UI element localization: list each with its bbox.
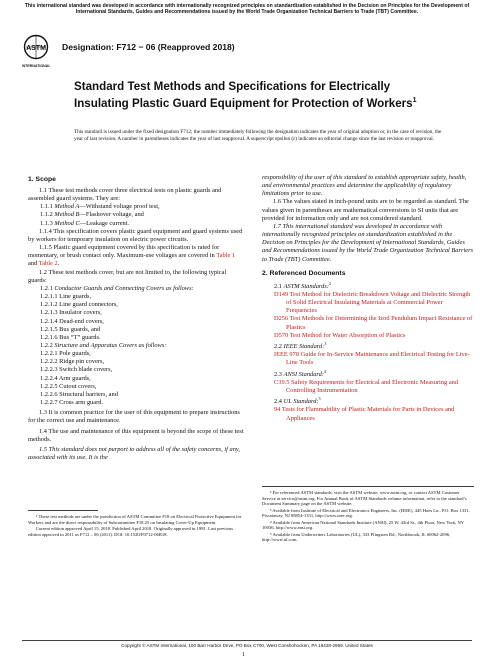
list-item: 1.2.1.4 Dead-end covers, — [40, 317, 104, 325]
footnote-4: ⁴ Available from American National Standards Institute (ANSI), 25 W. 43rd St., 4th Floor, New York, NY 10036, http://www.ansi.org. — [262, 519, 464, 530]
reference-ieee-978[interactable]: IEEE 978 Guide for In-Service Maintenance and Electrical Testing for Live-Line Tools — [274, 351, 470, 367]
ieee-standard-label: 2.2 IEEE Standard:$^3$ — [274, 340, 327, 351]
table-1-link[interactable]: Table 1 — [216, 252, 236, 260]
astm-standards-label: 2.1 ASTM Standards:$^2$ — [274, 280, 331, 290]
footnote-1: ¹ These test methods are under the jurisdiction of ASTM Committee F18 on Electrical Protective Equipment for Workers and are the direct responsibility of Subcommittee F18.25 on Insulating Cover-Up Equipment. — [28, 514, 242, 525]
list-item: 1.2.2.2 Ridge pin covers, — [40, 358, 105, 366]
para-1-2-1: 1.2.1 Conductor Guards and Connecting Covers as follows: — [40, 284, 194, 292]
para-1-5: 1.5 This standard does not purport to address all of the safety concerns, if any, associated with its use. It is the — [28, 445, 241, 461]
right-column — [262, 174, 474, 423]
reference-d256[interactable]: D256 Test Methods for Determining the Izod Pendulum Impact Resistance of Plastics — [274, 315, 473, 331]
para-1-1-3: 1.1.3 Method C—Leakage current. — [40, 219, 130, 227]
para-1-1-1: 1.1.1 Method A—Withstand voltage proof test, — [40, 203, 160, 211]
footnote-divider — [262, 486, 474, 487]
reference-ul-94[interactable]: 94 Tests for Flammability of Plastic Materials for Parts in Devices and Appliances — [274, 406, 455, 422]
para-1-1-2: 1.1.2 Method B—Flashover voltage, and — [40, 211, 144, 219]
footer-divider — [22, 640, 472, 641]
footnotes-right — [262, 486, 474, 544]
designation: Designation: F712 − 06 (Reapproved 2018) — [62, 42, 235, 52]
footnote-3: ³ Available from Institute of Electrical and Electronics Engineers, Inc. (IEEE), 445 Hoes Ln., P.O. Box 1331, Piscataway, NJ 08854-1331, http://www.ieee.org. — [262, 507, 470, 518]
para-1-1-4: 1.1.4 This specification covers plastic guard equipment and guard systems used by workers for temporary insulation on electric power circuits. — [28, 227, 243, 243]
document-title — [74, 80, 434, 111]
referenced-documents-heading: 2. Referenced Documents — [262, 269, 346, 277]
table-2-link[interactable]: Table 2 — [38, 260, 58, 268]
astm-logo — [22, 34, 50, 70]
ul-standard-label: 2.4 UL Standard:$^5$ — [274, 396, 321, 406]
tbt-notice: This international standard was developed in accordance with internationally recognized principles on standardization established in the Decision on Principles for the Development of International Standards, Guides and Recommendations issued by the World Trade Organization Technical Barriers to Trade (TBT) Committee. — [24, 3, 470, 16]
ansi-standard-label: 2.3 ANSI Standard:$^4$ — [274, 368, 327, 378]
para-1-4: 1.4 The use and maintenance of this equipment is beyond the scope of these test methods. — [28, 427, 244, 443]
footnote-5: ⁵ Available from Underwriters Laboratories (UL), 333 Pfingsten Rd., Northbrook, IL 60062-2096, http://www.ul.com. — [262, 531, 451, 542]
list-item: 1.2.2.5 Cutout covers, — [40, 382, 97, 390]
left-column — [28, 174, 245, 462]
para-1-5-continued: responsibility of the user of this standard to establish appropriate safety, health, and environmental practices and determine the applicability of regulatory limitations prior to use. — [262, 174, 467, 198]
issuance-statement: This standard is issued under the fixed designation F712; the number immediately following the designation indicates the year of original adoption or, in the case of revision, the year of last revision. A number in parentheses indicates the year of last reapproval. A superscript epsilon (ε) indicates an editorial change since the last revision or reapproval. — [74, 129, 442, 142]
para-1-2-2: 1.2.2 Structure and Apparatus Covers as follows: — [40, 341, 167, 349]
list-item: 1.2.1.2 Line guard connectors, — [40, 301, 118, 309]
reference-d149[interactable]: D149 Test Method for Dielectric Breakdown Voltage and Dielectric Strength of Solid Electrical Insulating Materials at Commercial Power Frequencies — [274, 291, 471, 315]
list-item: 1.2.1.3 Insulator covers, — [40, 309, 102, 317]
list-item: 1.2.2.7 Cross arm guard. — [40, 399, 104, 407]
list-item: 1.2.2.4 Arm guards, — [40, 374, 91, 382]
list-item: 1.2.2.3 Switch blade covers, — [40, 366, 113, 374]
logo-wordmark: INTERNATIONAL — [22, 64, 50, 68]
svg-text:ASTM: ASTM — [26, 45, 46, 52]
para-1-3: 1.3 It is common practice for the user of this equipment to prepare instructions for the correct use and maintenance. — [28, 409, 240, 425]
copyright-footer: Copyright © ASTM International, 100 Barr Harbor Drive, PO Box C700, West Conshohocken, PA 19428-2959. United States — [121, 643, 373, 648]
footnote-2: ² For referenced ASTM standards, visit the ASTM website, www.astm.org, or contact ASTM Customer Service at service@astm.org. For Annual Book of ASTM Standards volume information, refer to the standard’s Document Summary page on the ASTM website. — [262, 490, 467, 506]
reference-c39-5[interactable]: C39.5 Safety Requirements for Electrical and Electronic Measuring and Controlling Instrumentation — [274, 378, 459, 394]
footnote-divider — [28, 510, 98, 511]
title-text: Standard Test Methods and Specifications for Electrically Insulating Plastic Guard Equipment for Protection of Workers — [74, 80, 413, 110]
footnotes-left — [28, 510, 245, 538]
para-1-1-5: 1.1.5 Plastic guard equipment covered by this specification is rated for momentary, or brush contact only. Maximum-use voltages are covered in Table 1 and Table 2. — [28, 244, 236, 268]
list-item: 1.2.1.6 Bus “T” guards. — [40, 333, 101, 341]
list-item: 1.2.1.1 Line guards, — [40, 293, 92, 301]
para-1-1: 1.1 These test methods cover three electrical tests on plastic guards and assembled guard systems. They are: — [28, 187, 222, 203]
para-1-6: 1.6 The values stated in inch-pound units are to be regarded as standard. The values given in parentheses are mathematical conversions to SI units that are provided for information only and are not considered standard. — [262, 198, 469, 222]
footnote-1-edition: Current edition approved April 15, 2018. Published April 2018. Originally approved in 1981. Last previous edition approved in 2011 as F712 – 06 (2011). DOI: 10.1520/F0712-06R18. — [28, 526, 233, 537]
list-item: 1.2.2.1 Pole guards, — [40, 350, 91, 358]
reference-d570[interactable]: D570 Test Method for Water Absorption of Plastics — [274, 331, 406, 339]
para-1-2: 1.2 These test methods cover, but are not limited to, the following typical guards: — [28, 268, 227, 284]
list-item: 1.2.1.5 Bus guards, and — [40, 325, 101, 333]
list-item: 1.2.2.6 Structural barriers, and — [40, 390, 118, 398]
astm-logo-icon — [22, 34, 50, 70]
page-number: 1 — [242, 652, 245, 658]
scope-heading: 1. Scope — [28, 176, 56, 183]
para-1-7: 1.7 This international standard was developed in accordance with internationally recognized principles on standardization established in the Decision on Principles for the Development of International Standards, Guides and Recommendations issued by the World Trade Organization Technical Barriers to Trade (TBT) Committee. — [262, 222, 474, 263]
title-footnote-ref[interactable]: 1 — [412, 97, 417, 104]
